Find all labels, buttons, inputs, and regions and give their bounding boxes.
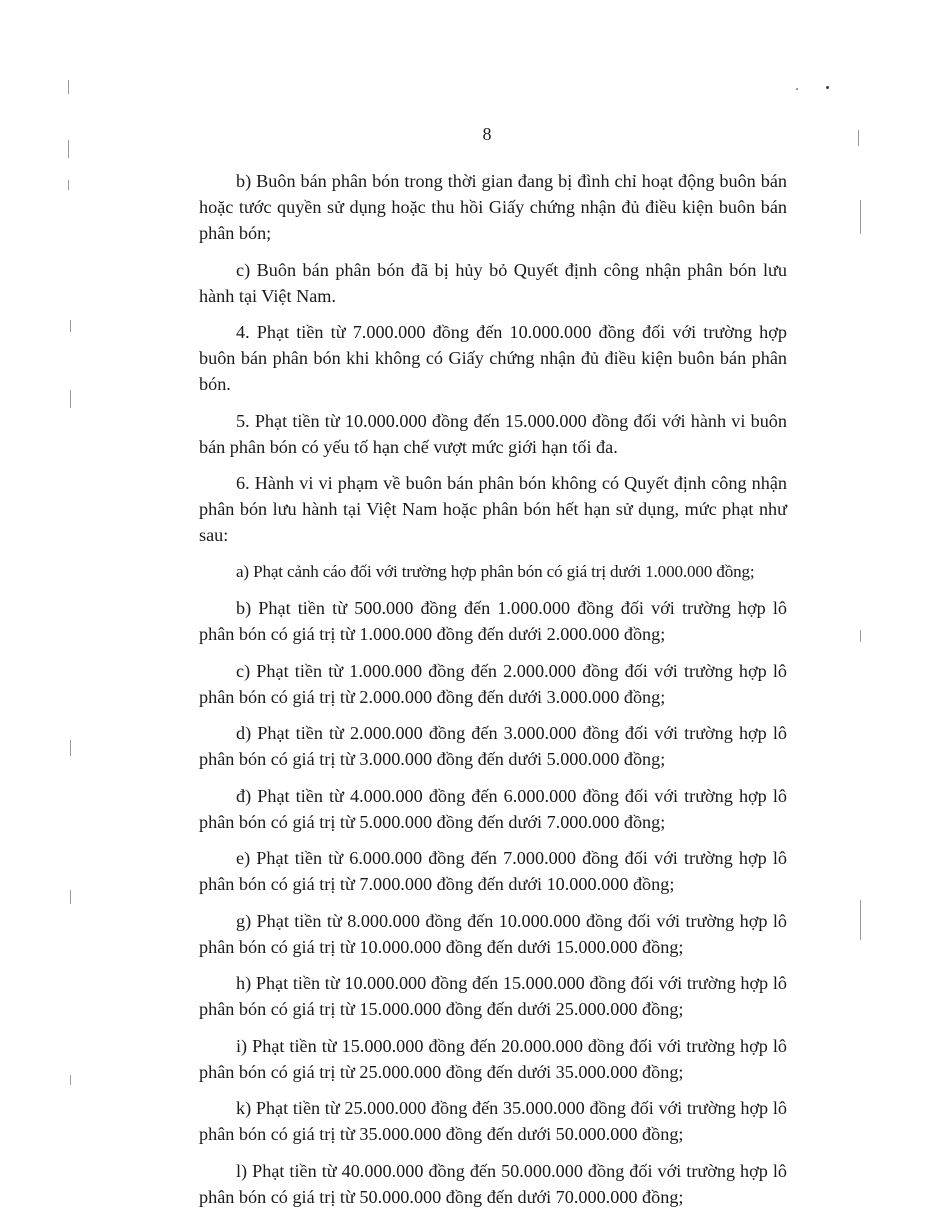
scan-artifact xyxy=(70,390,71,408)
paragraph-clause-6i: i) Phạt tiền từ 15.000.000 đồng đến 20.000.000 đồng đối với trường hợp lô phân bón có giá trị từ 25.000.000 đồng đến dưới 35.000.000 đồng; xyxy=(199,1035,787,1082)
scan-artifact xyxy=(860,900,861,940)
paragraph-clause-6h: h) Phạt tiền từ 10.000.000 đồng đến 15.000.000 đồng đối với trường hợp lô phân bón có giá trị từ 15.000.000 đồng đến dưới 25.000.000 đồng; xyxy=(199,973,787,1019)
scan-artifact xyxy=(860,200,861,234)
scan-artifact xyxy=(70,890,71,904)
paragraph-clause-6c: c) Phạt tiền từ 1.000.000 đồng đến 2.000.000 đồng đối với trường hợp lô phân bón có giá trị từ 2.000.000 đồng đến dưới 3.000.000 đồng; xyxy=(199,660,787,707)
paragraph-clause-6l: l) Phạt tiền từ 40.000.000 đồng đến 50.000.000 đồng đối với trường hợp lô phân bón có giá trị từ 50.000.000 đồng đến dưới 70.000.000 đồng; xyxy=(199,1160,787,1207)
paragraph-clause-6dd: đ) Phạt tiền từ 4.000.000 đồng đến 6.000.000 đồng đối với trường hợp lô phân bón có giá trị từ 5.000.000 đồng đến dưới 7.000.000 đồng; xyxy=(199,785,787,832)
scan-artifact xyxy=(826,86,829,89)
paragraph-clause-3c: c) Buôn bán phân bón đã bị hủy bỏ Quyết định công nhận phân bón lưu hành tại Việt Nam. xyxy=(199,259,787,306)
scan-artifact xyxy=(70,740,71,756)
paragraph-clause-6a: a) Phạt cảnh cáo đối với trường hợp phân bón có giá trị dưới 1.000.000 đồng; xyxy=(236,561,755,581)
scan-artifact xyxy=(70,320,71,332)
paragraph-clause-5: 5. Phạt tiền từ 10.000.000 đồng đến 15.000.000 đồng đối với hành vi buôn bán phân bón có yếu tố hạn chế vượt mức giới hạn tối đa. xyxy=(199,410,787,457)
paragraph-clause-4: 4. Phạt tiền từ 7.000.000 đồng đến 10.000.000 đồng đối với trường hợp buôn bán phân bón khi không có Giấy chứng nhận đủ điều kiện buôn bán phân bón. xyxy=(199,322,787,394)
page-number: 8 xyxy=(482,124,492,144)
scan-artifact xyxy=(70,1075,71,1085)
document-body xyxy=(199,168,787,1220)
paragraph-clause-6d: d) Phạt tiền từ 2.000.000 đồng đến 3.000.000 đồng đối với trường hợp lô phân bón có giá trị từ 3.000.000 đồng đến dưới 5.000.000 đồng; xyxy=(199,723,787,769)
scan-artifact xyxy=(860,630,861,642)
paragraph-clause-6k: k) Phạt tiền từ 25.000.000 đồng đến 35.000.000 đồng đối với trường hợp lô phân bón có giá trị từ 35.000.000 đồng đến dưới 50.000.000 đồng; xyxy=(199,1098,787,1144)
scan-artifact xyxy=(68,180,69,190)
scan-artifact xyxy=(68,80,69,94)
paragraph-clause-3b: b) Buôn bán phân bón trong thời gian đang bị đình chỉ hoạt động buôn bán hoặc tước quyền sử dụng hoặc thu hồi Giấy chứng nhận đủ điều kiện buôn bán phân bón; xyxy=(199,171,787,243)
scan-artifact xyxy=(796,88,798,90)
paragraph-clause-6b: b) Phạt tiền từ 500.000 đồng đến 1.000.000 đồng đối với trường hợp lô phân bón có giá trị từ 1.000.000 đồng đến dưới 2.000.000 đồng; xyxy=(199,598,787,644)
paragraph-clause-6: 6. Hành vi vi phạm về buôn bán phân bón không có Quyết định công nhận phân bón lưu hành tại Việt Nam hoặc phân bón hết hạn sử dụng, mức phạt như sau: xyxy=(199,473,787,545)
paragraph-clause-6e: e) Phạt tiền từ 6.000.000 đồng đến 7.000.000 đồng đối với trường hợp lô phân bón có giá trị từ 7.000.000 đồng đến dưới 10.000.000 đồng; xyxy=(199,848,787,894)
paragraph-clause-6g: g) Phạt tiền từ 8.000.000 đồng đến 10.000.000 đồng đối với trường hợp lô phân bón có giá trị từ 10.000.000 đồng đến dưới 15.000.000 đồng; xyxy=(199,910,787,957)
